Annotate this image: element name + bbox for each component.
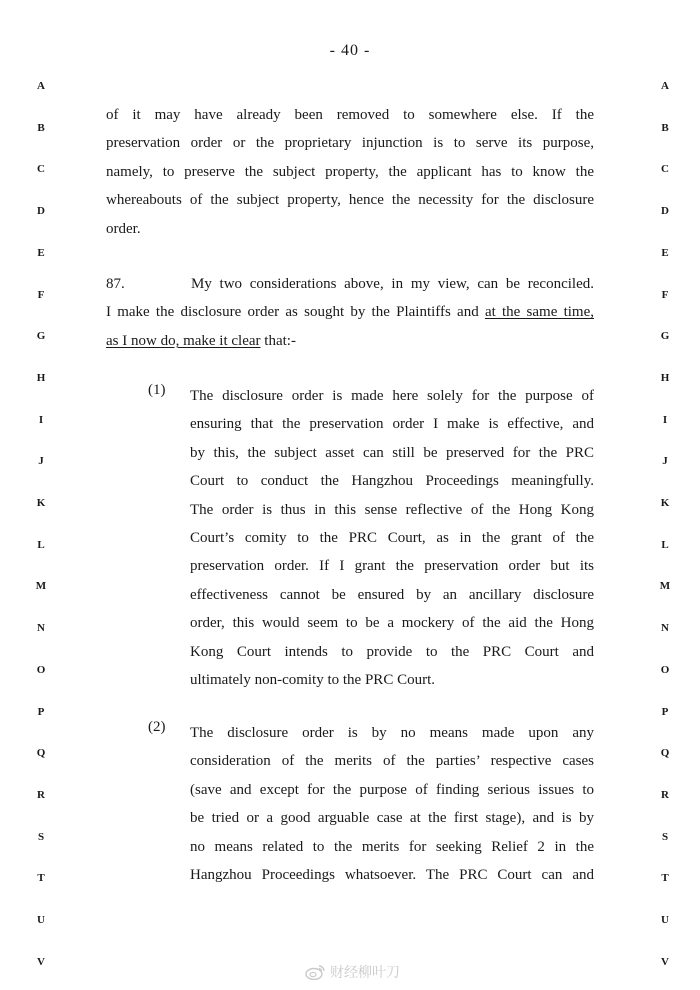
text-line: Court’s comity to the PRC Court, as in the grant of the	[190, 529, 594, 546]
margin-letter-left: R	[37, 789, 45, 801]
margin-letter-right: R	[661, 789, 669, 801]
margin-letter-right: P	[661, 706, 669, 718]
margin-letter-left: B	[37, 122, 45, 134]
margin-letter-right: D	[661, 205, 669, 217]
text-line: The disclosure order is made here solely for the purpose of	[190, 388, 594, 404]
margin-letter-right: E	[661, 247, 669, 259]
margin-letter-right: A	[661, 80, 669, 92]
margin-letter-right: U	[661, 914, 669, 926]
watermark	[304, 962, 400, 982]
subparagraph-number: (1)	[148, 382, 166, 398]
text-line	[106, 270, 594, 298]
margin-letter-right: B	[661, 122, 669, 134]
text-line: of it may have already been removed to somewhere else. If the	[106, 107, 594, 123]
paragraph-87	[106, 270, 594, 355]
margin-letter-right: V	[661, 956, 669, 968]
margin-letter-left: P	[37, 706, 45, 718]
margin-letter-left: A	[37, 80, 45, 92]
margin-letter-right: M	[659, 580, 671, 592]
text-line	[106, 298, 594, 326]
margin-letter-left: T	[37, 872, 45, 884]
text-line: (save and except for the purpose of finding serious issues to	[190, 781, 594, 798]
text-line: consideration of the merits of the parties’ respective cases	[190, 753, 594, 770]
underlined-text: as I now do, make it clear	[106, 332, 261, 349]
subparagraph-1	[190, 382, 594, 694]
text-line: order, this would seem to be a mockery of the aid the Hong	[190, 615, 594, 632]
margin-letter-right: I	[662, 414, 668, 426]
text-line: be tried or a good arguable case at the first stage), and is by	[190, 810, 594, 827]
margin-letter-right: G	[660, 330, 670, 342]
margin-letter-left: G	[36, 330, 46, 342]
margin-letter-right: T	[661, 872, 669, 884]
text-line: Hangzhou Proceedings whatsoever. The PRC Court can and	[190, 866, 594, 883]
margin-letter-left: D	[37, 205, 45, 217]
text-line: by this, the subject asset can still be preserved for the PRC	[190, 444, 594, 461]
margin-letter-right: Q	[660, 747, 670, 759]
text-line: namely, to preserve the subject property, the applicant has to know the	[106, 163, 594, 180]
text-line: Court to conduct the Hangzhou Proceedings meaningfully.	[190, 473, 594, 490]
margin-letter-left: L	[37, 539, 45, 551]
text-line: order.	[106, 220, 141, 237]
text-line: ensuring that the preservation order I make is effective, and	[190, 416, 594, 433]
margin-letter-left: H	[36, 372, 46, 384]
margin-letter-right: S	[661, 831, 669, 843]
margin-letter-left: U	[37, 914, 45, 926]
margin-letter-right: J	[662, 455, 668, 467]
page-number: - 40 -	[329, 42, 371, 59]
margin-letter-right: N	[661, 622, 669, 634]
text-line: Kong Court intends to provide to the PRC Court and	[190, 643, 594, 660]
weibo-icon	[304, 964, 326, 980]
margin-letter-right: O	[660, 664, 670, 676]
text-line	[106, 327, 594, 355]
margin-letter-left: K	[36, 497, 46, 509]
text-line: effectiveness cannot be ensured by an ancillary disclosure	[190, 586, 594, 603]
text-line: ultimately non-comity to the PRC Court.	[190, 671, 435, 688]
underlined-text: at the same time,	[484, 304, 594, 321]
margin-letter-right: L	[661, 539, 669, 551]
margin-letter-left: N	[37, 622, 45, 634]
subparagraph-2	[190, 719, 594, 889]
margin-letter-left: Q	[36, 747, 46, 759]
paragraph-text: I make the disclosure order as sought by the Plaintiffs and	[106, 304, 485, 321]
margin-letter-left: M	[35, 580, 47, 592]
paragraph-number: 87.	[106, 276, 125, 292]
margin-letter-left: S	[37, 831, 45, 843]
paragraph-text: that:-	[260, 332, 296, 349]
margin-letter-left: E	[37, 247, 45, 259]
text-line: The order is thus in this sense reflective of the Hong Kong	[190, 501, 594, 518]
text-line: The disclosure order is by no means made upon any	[190, 725, 594, 741]
text-line: preservation order. If I grant the preservation order but its	[190, 558, 594, 575]
text-line: preservation order or the proprietary injunction is to serve its purpose,	[106, 135, 594, 152]
watermark-text: 财经柳叶刀	[330, 965, 400, 981]
margin-letter-left: V	[37, 956, 45, 968]
margin-letter-left: O	[36, 664, 46, 676]
subparagraph-number: (2)	[148, 719, 166, 735]
margin-letter-left: C	[37, 163, 45, 175]
margin-letter-right: H	[660, 372, 670, 384]
margin-letter-left: J	[38, 455, 44, 467]
text-line: no means related to the merits for seeking Relief 2 in the	[190, 838, 594, 855]
margin-letter-left: F	[37, 289, 45, 301]
margin-letter-right: K	[660, 497, 670, 509]
margin-letter-right: F	[661, 289, 669, 301]
continuation-paragraph	[106, 101, 594, 243]
text-line: whereabouts of the subject property, hence the necessity for the disclosure	[106, 192, 594, 209]
margin-letter-left: I	[38, 414, 44, 426]
paragraph-text: My two considerations above, in my view, can be reconciled.	[191, 276, 594, 292]
margin-letter-right: C	[661, 163, 669, 175]
